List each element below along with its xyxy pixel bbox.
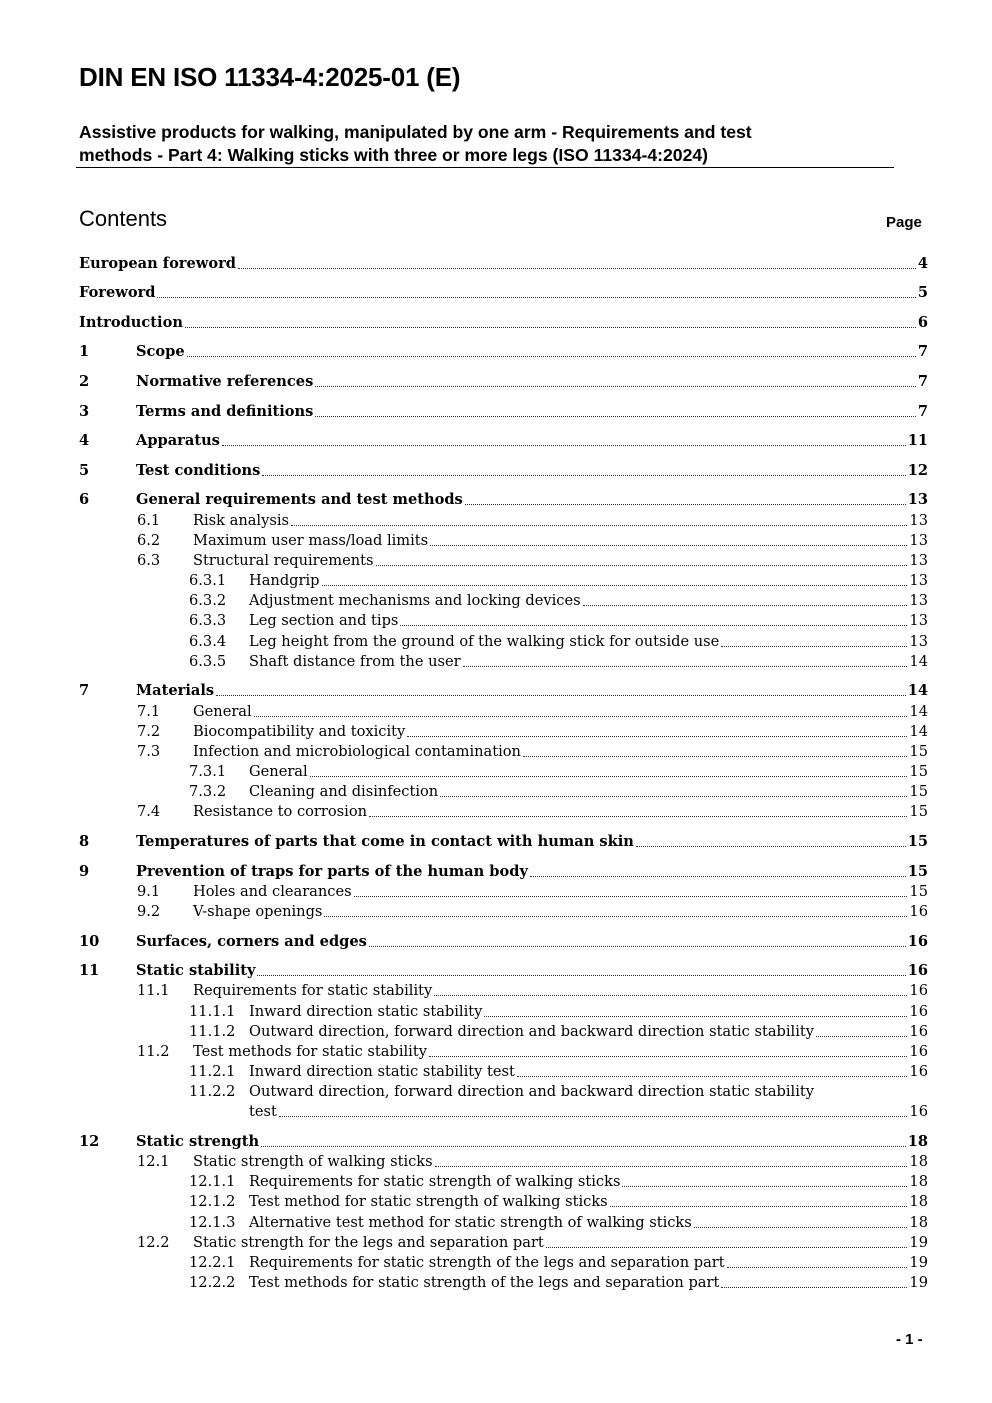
toc-entry-label: Test method for static strength of walking sticks — [249, 1193, 608, 1210]
toc-entry-number: 11.2.2 — [189, 1083, 236, 1100]
toc-entry-number: 7.1 — [137, 703, 161, 720]
toc-entry-label: Static strength of walking sticks — [193, 1153, 433, 1170]
toc-entry-number: 7.2 — [137, 723, 161, 740]
toc-entry-label: Resistance to corrosion — [193, 803, 368, 820]
toc-entry-number: 12 — [79, 1133, 100, 1150]
toc-entry-number: 6.2 — [137, 532, 161, 549]
toc-entry-page: 19 — [909, 1274, 928, 1291]
toc-entry-number: 12.1.3 — [189, 1214, 236, 1231]
toc-entry[interactable] — [0, 832, 992, 852]
toc-entry[interactable] — [0, 1062, 992, 1082]
toc-entry[interactable] — [0, 1022, 992, 1042]
toc-entry[interactable] — [0, 1192, 992, 1212]
toc-entry-page: 15 — [907, 833, 928, 850]
document-id: DIN EN ISO 11334-4:2025-01 (E) — [79, 62, 461, 92]
toc-entry-label: Shaft distance from the user — [249, 653, 461, 670]
toc-entry[interactable] — [0, 702, 992, 722]
toc-entry-label: Requirements for static strength of walking sticks — [249, 1173, 621, 1190]
toc-entry-label: Introduction — [79, 314, 183, 331]
toc-entry-page: 13 — [909, 633, 928, 650]
toc-entry-page: 16 — [909, 1003, 928, 1020]
toc-entry-label: Requirements for static stability — [193, 982, 433, 999]
toc-entry-number: 2 — [79, 373, 90, 390]
toc-leader-dots — [721, 646, 907, 647]
toc-entry-number: 7.3 — [137, 743, 161, 760]
toc-entry-label: Apparatus — [136, 432, 220, 449]
toc-entry-number: 6.1 — [137, 512, 161, 529]
toc-entry-label: Temperatures of parts that come in contact with human skin — [136, 833, 634, 850]
toc-entry-page: 14 — [909, 653, 928, 670]
toc-entry-page: 18 — [909, 1214, 928, 1231]
toc-entry-label: European foreword — [79, 255, 236, 272]
toc-entry-page: 16 — [909, 1103, 928, 1120]
toc-leader-dots — [238, 268, 916, 269]
toc-entry-page: 15 — [909, 803, 928, 820]
toc-leader-dots — [429, 1056, 907, 1057]
toc-leader-dots — [369, 946, 906, 947]
toc-entry-label: General requirements and test methods — [136, 491, 463, 508]
toc-entry-page: 5 — [917, 284, 928, 301]
toc-entry-number: 11 — [79, 962, 100, 979]
toc-entry-number: 7.4 — [137, 803, 161, 820]
toc-entry[interactable] — [0, 652, 992, 672]
toc-entry-number: 6.3.5 — [189, 653, 227, 670]
toc-entry-page: 15 — [909, 783, 928, 800]
toc-leader-dots — [430, 545, 907, 546]
toc-entry-number: 6 — [79, 491, 90, 508]
toc-entry-label: Outward direction, forward direction and backward direction static stability — [249, 1023, 814, 1040]
toc-leader-dots — [257, 975, 905, 976]
toc-entry-page: 15 — [909, 883, 928, 900]
toc-entry[interactable] — [0, 1152, 992, 1172]
toc-leader-dots — [694, 1227, 908, 1228]
toc-leader-dots — [530, 876, 906, 877]
toc-leader-dots — [315, 416, 915, 417]
page-column-heading: Page — [886, 214, 922, 231]
toc-leader-dots — [157, 297, 915, 298]
toc-leader-dots — [262, 475, 905, 476]
toc-entry-number: 11.1.1 — [189, 1003, 236, 1020]
toc-entry-label: Inward direction static stability test — [249, 1063, 515, 1080]
toc-entry-number: 4 — [79, 432, 90, 449]
toc-entry-page: 13 — [909, 572, 928, 589]
toc-entry-page: 18 — [909, 1173, 928, 1190]
document-title-line-2: methods - Part 4: Walking sticks with three or more legs (ISO 11334-4:2024) — [79, 145, 709, 165]
toc-entry-label: Biocompatibility and toxicity — [193, 723, 406, 740]
toc-entry-number: 9 — [79, 863, 90, 880]
toc-leader-dots — [376, 565, 908, 566]
toc-entry-page: 18 — [909, 1153, 928, 1170]
toc-entry-label: General — [193, 703, 252, 720]
toc-entry-label: Surfaces, corners and edges — [136, 933, 367, 950]
toc-entry[interactable] — [0, 762, 992, 782]
contents-heading: Contents — [79, 206, 168, 231]
toc-entry-number: 12.2.2 — [189, 1274, 236, 1291]
toc-entry[interactable] — [0, 591, 992, 611]
toc-entry-label: Static strength for the legs and separation part — [193, 1234, 544, 1251]
toc-entry-label: Holes and clearances — [193, 883, 352, 900]
toc-entry[interactable] — [0, 1082, 992, 1102]
toc-entry-page: 15 — [909, 743, 928, 760]
toc-entry-label: Materials — [136, 682, 215, 699]
toc-leader-dots — [435, 1166, 908, 1167]
toc-entry[interactable] — [0, 932, 992, 952]
toc-entry-number: 8 — [79, 833, 90, 850]
toc-entry-label: Inward direction static stability — [249, 1003, 483, 1020]
document-title — [79, 121, 879, 167]
toc-entry-number: 10 — [79, 933, 100, 950]
toc-entry-number: 6.3 — [137, 552, 161, 569]
toc-entry-number: 9.1 — [137, 883, 161, 900]
toc-entry-page: 18 — [907, 1133, 928, 1150]
toc-leader-dots — [434, 995, 907, 996]
toc-leader-dots — [727, 1267, 908, 1268]
toc-entry[interactable] — [0, 283, 992, 303]
toc-entry-number: 7.3.1 — [189, 763, 227, 780]
toc-entry-page: 7 — [917, 403, 928, 420]
toc-entry[interactable] — [0, 902, 992, 922]
toc-entry-number: 11.2.1 — [189, 1063, 236, 1080]
toc-leader-dots — [721, 1287, 907, 1288]
toc-entry[interactable] — [0, 313, 992, 333]
toc-entry-label: Handgrip — [249, 572, 320, 589]
toc-leader-dots — [465, 504, 906, 505]
toc-entry[interactable] — [0, 862, 992, 882]
toc-entry[interactable] — [0, 511, 992, 531]
toc-leader-dots — [369, 816, 907, 817]
toc-entry-page: 13 — [909, 552, 928, 569]
toc-entry-label: Outward direction, forward direction and backward direction static stability — [249, 1083, 814, 1100]
toc-leader-dots — [315, 386, 916, 387]
toc-leader-dots — [523, 756, 907, 757]
toc-entry-continuation[interactable] — [0, 1102, 992, 1122]
toc-entry-number: 11.1.2 — [189, 1023, 236, 1040]
toc-leader-dots — [322, 585, 908, 586]
toc-entry-label: Requirements for static strength of the legs and separation part — [249, 1254, 725, 1271]
toc-leader-dots — [324, 916, 907, 917]
toc-entry[interactable] — [0, 342, 992, 362]
toc-entry-number: 12.1.1 — [189, 1173, 236, 1190]
toc-entry[interactable] — [0, 1132, 992, 1152]
toc-entry-page: 16 — [909, 1043, 928, 1060]
toc-leader-dots — [279, 1116, 908, 1117]
toc-leader-dots — [546, 1247, 908, 1248]
toc-entry-number: 3 — [79, 403, 90, 420]
toc-entry-label: Normative references — [136, 373, 314, 390]
toc-entry[interactable] — [0, 1213, 992, 1233]
toc-entry-page: 15 — [907, 863, 928, 880]
toc-entry-number: 11.1 — [137, 982, 170, 999]
toc-entry-label: Infection and microbiological contamination — [193, 743, 521, 760]
toc-entry-label: General — [249, 763, 308, 780]
toc-leader-dots — [407, 736, 907, 737]
toc-entry-number: 11.2 — [137, 1043, 170, 1060]
toc-entry-number: 12.1 — [137, 1153, 170, 1170]
toc-leader-dots — [291, 525, 907, 526]
toc-entry-page: 7 — [917, 373, 928, 390]
toc-entry-page: 19 — [909, 1254, 928, 1271]
toc-entry-number: 6.3.2 — [189, 592, 227, 609]
toc-entry[interactable] — [0, 571, 992, 591]
toc-leader-dots — [185, 327, 916, 328]
toc-entry[interactable] — [0, 461, 992, 481]
toc-entry-label: Static stability — [136, 962, 256, 979]
toc-entry-number: 12.2 — [137, 1234, 170, 1251]
toc-leader-dots — [310, 776, 908, 777]
toc-leader-dots — [622, 1186, 907, 1187]
toc-entry-label: Cleaning and disinfection — [249, 783, 439, 800]
toc-entry-page: 16 — [907, 933, 928, 950]
toc-entry[interactable] — [0, 961, 992, 981]
toc-entry[interactable] — [0, 802, 992, 822]
toc-entry-label: Foreword — [79, 284, 156, 301]
toc-entry-label: V-shape openings — [193, 903, 323, 920]
toc-entry-label: Maximum user mass/load limits — [193, 532, 429, 549]
toc-entry[interactable] — [0, 882, 992, 902]
toc-entry-number: 6.3.3 — [189, 612, 227, 629]
toc-leader-dots — [484, 1016, 907, 1017]
toc-entry-page: 14 — [907, 682, 928, 699]
toc-entry-number: 1 — [79, 343, 90, 360]
toc-leader-dots — [636, 846, 906, 847]
toc-entry[interactable] — [0, 254, 992, 274]
toc-entry-page: 6 — [917, 314, 928, 331]
toc-entry-number: 12.2.1 — [189, 1254, 236, 1271]
toc-entry[interactable] — [0, 742, 992, 762]
toc-entry-page: 14 — [909, 723, 928, 740]
toc-entry-page: 18 — [909, 1193, 928, 1210]
toc-entry-page: 13 — [909, 532, 928, 549]
toc-leader-dots — [583, 605, 908, 606]
toc-entry[interactable] — [0, 402, 992, 422]
toc-leader-dots — [216, 695, 906, 696]
toc-entry-number: 6.3.1 — [189, 572, 227, 589]
toc-entry-label: Test methods for static strength of the legs and separation part — [249, 1274, 720, 1291]
toc-entry-label: Structural requirements — [193, 552, 374, 569]
toc-entry-label: Prevention of traps for parts of the human body — [136, 863, 528, 880]
toc-entry-label: Adjustment mechanisms and locking devices — [249, 592, 581, 609]
toc-leader-dots — [610, 1206, 908, 1207]
toc-entry[interactable] — [0, 1273, 992, 1293]
toc-entry[interactable] — [0, 981, 992, 1001]
toc-entry-label: Scope — [136, 343, 185, 360]
toc-entry[interactable] — [0, 611, 992, 631]
toc-entry-page: 13 — [907, 491, 928, 508]
toc-entry[interactable] — [0, 431, 992, 451]
toc-entry-page: 16 — [909, 982, 928, 999]
toc-entry-page: 13 — [909, 512, 928, 529]
document-title-line-1: Assistive products for walking, manipulated by one arm - Requirements and test — [79, 122, 752, 142]
toc-entry[interactable] — [0, 1002, 992, 1022]
toc-leader-dots — [440, 796, 907, 797]
toc-leader-dots — [187, 356, 916, 357]
toc-entry-page: 13 — [909, 612, 928, 629]
toc-entry-page: 11 — [907, 432, 928, 449]
toc-entry[interactable] — [0, 551, 992, 571]
toc-entry-page: 16 — [909, 903, 928, 920]
toc-entry-label: Leg height from the ground of the walking stick for outside use — [249, 633, 720, 650]
toc-leader-dots — [222, 445, 906, 446]
title-rule — [76, 167, 894, 168]
toc-entry-number: 7.3.2 — [189, 783, 227, 800]
toc-leader-dots — [254, 716, 908, 717]
toc-leader-dots — [517, 1076, 908, 1077]
toc-entry-number: 7 — [79, 682, 90, 699]
toc-leader-dots — [816, 1036, 907, 1037]
toc-entry-page: 4 — [917, 255, 928, 272]
toc-entry-label-continuation: test — [249, 1103, 277, 1120]
toc-entry[interactable] — [0, 490, 992, 510]
toc-leader-dots — [400, 625, 907, 626]
toc-entry[interactable] — [0, 722, 992, 742]
toc-entry-page: 16 — [907, 962, 928, 979]
toc-entry-label: Risk analysis — [193, 512, 289, 529]
page-number: - 1 - — [896, 1331, 923, 1348]
toc-leader-dots — [463, 666, 908, 667]
toc-entry[interactable] — [0, 1253, 992, 1273]
toc-entry-label: Alternative test method for static strength of walking sticks — [249, 1214, 692, 1231]
toc-entry[interactable] — [0, 1042, 992, 1062]
toc-entry-page: 14 — [909, 703, 928, 720]
toc-entry[interactable] — [0, 1233, 992, 1253]
toc-entry-page: 19 — [909, 1234, 928, 1251]
toc-entry[interactable] — [0, 1172, 992, 1192]
toc-entry-number: 12.1.2 — [189, 1193, 236, 1210]
toc-entry[interactable] — [0, 782, 992, 802]
toc-leader-dots — [261, 1146, 906, 1147]
toc-entry-label: Leg section and tips — [249, 612, 399, 629]
toc-entry-page: 12 — [907, 462, 928, 479]
toc-entry-page: 7 — [917, 343, 928, 360]
toc-entry-page: 13 — [909, 592, 928, 609]
toc-entry-page: 15 — [909, 763, 928, 780]
toc-entry-number: 6.3.4 — [189, 633, 227, 650]
toc-entry-page: 16 — [909, 1023, 928, 1040]
toc-entry[interactable] — [0, 632, 992, 652]
toc-entry[interactable] — [0, 681, 992, 701]
toc-entry[interactable] — [0, 531, 992, 551]
toc-entry-label: Test methods for static stability — [193, 1043, 427, 1060]
toc-entry-label: Static strength — [136, 1133, 260, 1150]
toc-entry[interactable] — [0, 372, 992, 392]
toc-entry-label: Terms and definitions — [136, 403, 314, 420]
toc-entry-label: Test conditions — [136, 462, 261, 479]
toc-leader-dots — [354, 896, 908, 897]
toc-entry-number: 9.2 — [137, 903, 161, 920]
toc-entry-page: 16 — [909, 1063, 928, 1080]
toc-entry-number: 5 — [79, 462, 90, 479]
